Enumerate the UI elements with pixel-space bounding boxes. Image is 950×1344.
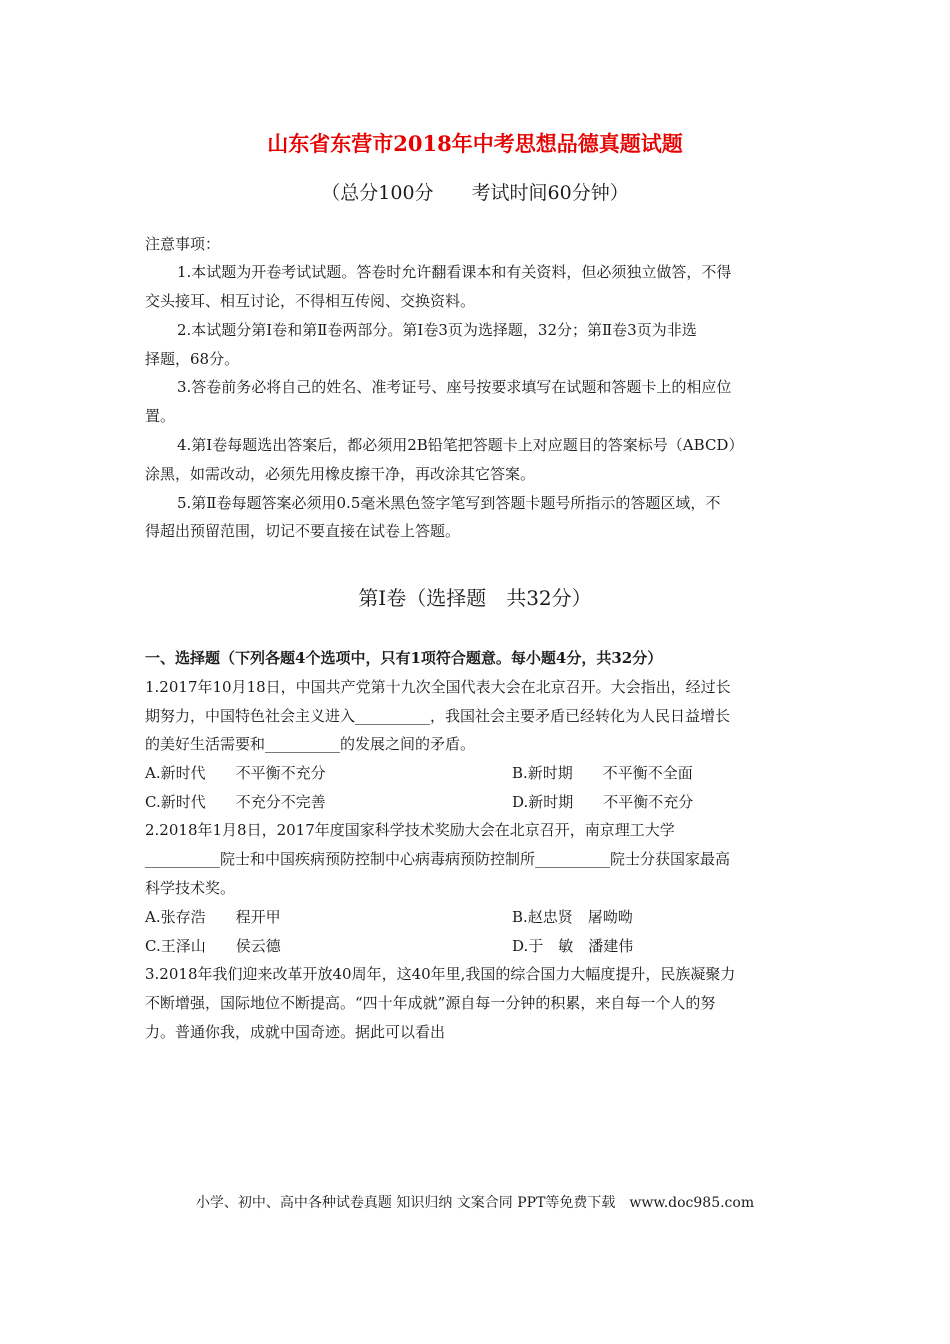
notice-line: 置。: [145, 407, 176, 425]
question-1-line: 的美好生活需要和__________的发展之间的矛盾。: [145, 735, 476, 753]
notice-line: 1.本试题为开卷考试试题。答卷时允许翻看课本和有关资料，但必须独立做答，不得: [177, 263, 732, 281]
question-1-option-d: D.新时期 不平衡不充分: [512, 793, 694, 811]
question-2-line: __________院士和中国疾病预防控制中心病毒病预防控制所__________院士分获国家最高: [145, 850, 731, 868]
notice-line: 得超出预留范围，切记不要直接在试卷上答题。: [145, 522, 461, 540]
question-2-line: 2.2018年1月8日，2017年度国家科学技术奖励大会在北京召开，南京理工大学: [145, 821, 675, 839]
notice-line: 3.答卷前务必将自己的姓名、准考证号、座号按要求填写在试题和答题卡上的相应位: [177, 378, 732, 396]
question-1-line: 期努力，中国特色社会主义进入__________，我国社会主要矛盾已经转化为人民日益增长: [145, 707, 731, 725]
question-1-option-a: A.新时代 不平衡不充分: [145, 764, 326, 782]
question-3-line: 3.2018年我们迎来改革开放40周年，这40年里,我国的综合国力大幅度提升，民族凝聚力: [145, 965, 736, 983]
question-1-option-c: C.新时代 不充分不完善: [145, 793, 326, 811]
question-3-line: 力。普通你我，成就中国奇迹。据此可以看出: [145, 1023, 446, 1041]
notice-line: 涂黑，如需改动，必须先用橡皮擦干净，再改涂其它答案。: [145, 465, 536, 483]
section-instruction: 一、选择题（下列各题4个选项中，只有1项符合题意。每小题4分，共32分）: [145, 649, 663, 667]
question-3-line: 不断增强，国际地位不断提高。“四十年成就”源自每一分钟的积累，来自每一个人的努: [145, 994, 716, 1012]
question-2-option-b: B.赵忠贤 屠呦呦: [512, 908, 633, 926]
notice-line: 5.第Ⅱ卷每题答案必须用0.5毫米黑色签字笔写到答题卡题号所指示的答题区域，不: [177, 494, 721, 512]
notice-line: 择题，68分。: [145, 350, 240, 368]
question-2-option-c: C.王泽山 侯云德: [145, 937, 281, 955]
exam-subtitle: （总分100分 考试时间60分钟）: [321, 182, 629, 204]
question-1-option-b: B.新时期 不平衡不全面: [512, 764, 693, 782]
question-1-line: 1.2017年10月18日，中国共产党第十九次全国代表大会在北京召开。大会指出，经过长: [145, 678, 731, 696]
question-2-option-a: A.张存浩 程开甲: [145, 908, 281, 926]
question-2-option-d: D.于 敏 潘建伟: [512, 937, 634, 955]
notice-line: 交头接耳、相互讨论，不得相互传阅、交换资料。: [145, 292, 476, 310]
notice-heading: 注意事项：: [145, 235, 221, 253]
question-2-line: 科学技术奖。: [145, 879, 236, 897]
notice-line: 2.本试题分第Ⅰ卷和第Ⅱ卷两部分。第Ⅰ卷3页为选择题，32分；第Ⅱ卷3页为非选: [177, 321, 697, 339]
exam-title: 山东省东营市2018年中考思想品德真题试题: [267, 131, 683, 156]
section-title: 第Ⅰ卷（选择题 共32分）: [358, 586, 592, 610]
notice-line: 4.第Ⅰ卷每题选出答案后，都必须用2B铅笔把答题卡上对应题目的答案标号（ABCD）: [177, 436, 744, 454]
page-footer: 小学、初中、高中各种试卷真题 知识归纳 文案合同 PPT等免费下载 www.doc985.com: [195, 1195, 755, 1211]
